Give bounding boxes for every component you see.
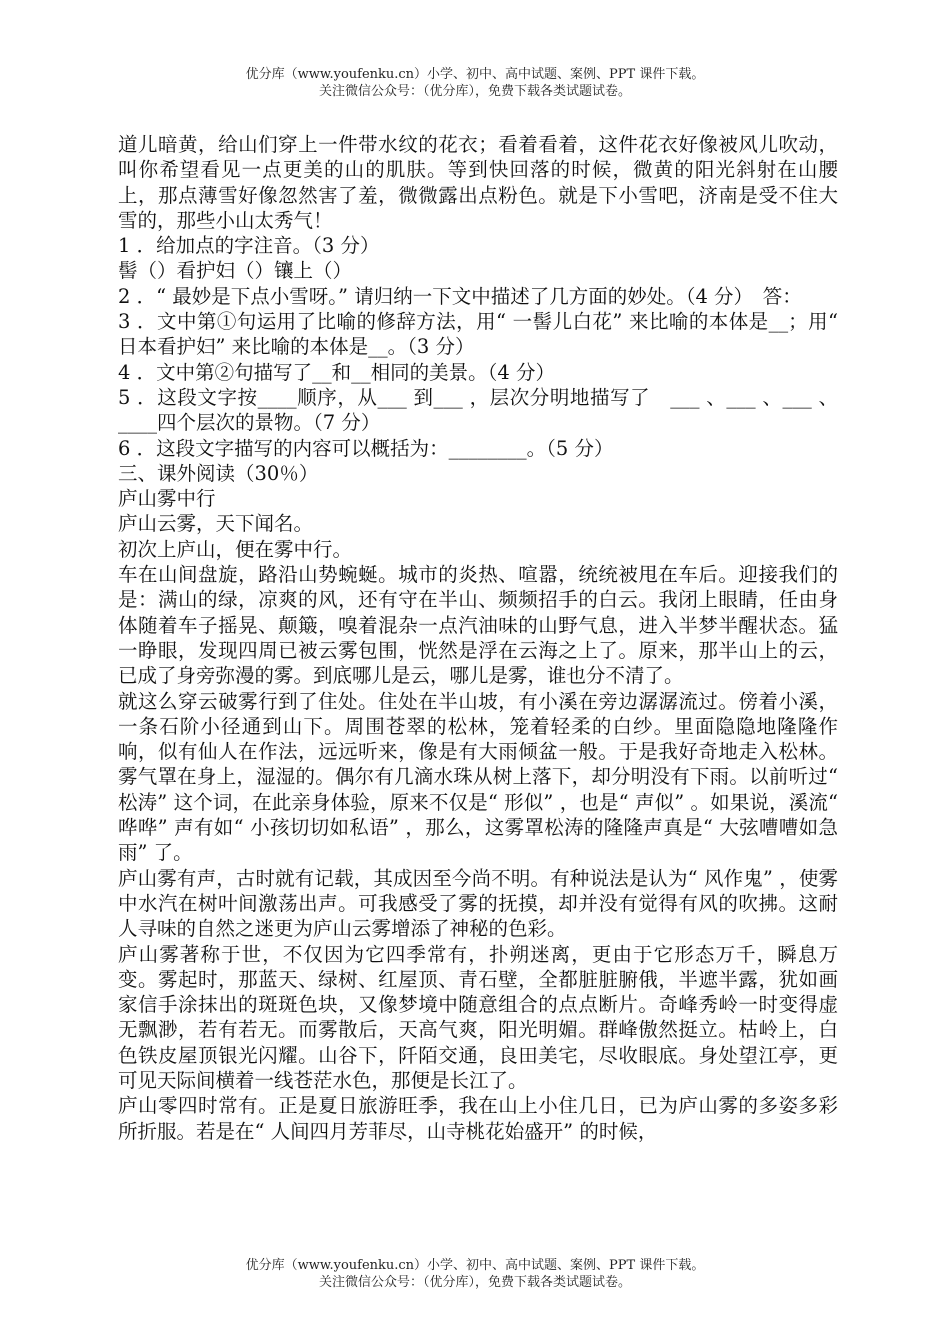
document-body — [118, 132, 838, 1144]
page-footer — [0, 1257, 950, 1291]
section-heading: 三、课外阅读（30％） — [118, 461, 319, 485]
question-6: 6 ．这段文字描写的内容可以概括为：________。（5 分） — [118, 436, 614, 460]
article-title: 庐山雾中行 — [118, 487, 216, 511]
article-paragraph: 庐山雾有声，古时就有记载，其成因至今尚不明。有种说法是认为“ 风作鬼” ，使雾中水汽在树叶间激荡出声。可我感受了雾的抚摸，却并没有觉得有风的吹拂。这耐人寻味的自然之迷更为庐山云雾增添了神秘的色彩。 — [118, 866, 838, 941]
article-paragraph: 庐山云雾，天下闻名。 — [118, 512, 314, 536]
article-paragraph: 车在山间盘旋，路沿山势蜿蜒。城市的炎热、喧嚣，统统被甩在车后。迎接我们的是：满山的绿，凉爽的风，还有守在半山、频频招手的白云。我闭上眼睛，任由身体随着车子摇晃、颠簸，嗅着混杂一点汽油味的山野气息，进入半梦半醒状态。猛一睁眼，发现四周已被云雾包围，恍然是浮在云海之上了。原来，那半山上的云，已成了身旁弥漫的雾。到底哪儿是云，哪儿是雾，谁也分不清了。 — [118, 563, 838, 688]
footer-line-1: 优分库（www.youfenku.cn）小学、初中、高中试题、案例、PPT 课件下载。 — [245, 1258, 705, 1273]
question-4: 4 ．文中第②句描写了__和__相同的美景。（4 分） — [118, 360, 555, 384]
article-paragraph: 就这么穿云破雾行到了住处。住处在半山坡，有小溪在旁边潺潺流过。傍着小溪，一条石阶小径通到山下。周围苍翠的松林，笼着轻柔的白纱。里面隐隐地隆隆作响，似有仙人在作法，远远听来，像是有大雨倾盆一般。于是我好奇地走入松林。雾气罩在身上，湿湿的。偶尔有几滴水珠从树上落下，却分明没有下雨。以前听过“ 松涛” 这个词，在此亲身体验，原来不仅是“ 形似” ，也是“ 声似” 。如果说，溪流“ 哗哗” 声有如“ 小孩切切如私语” ，那么，这雾罩松涛的隆隆声真是“ 大弦嘈嘈如急雨” 了。 — [118, 689, 838, 865]
question-5: 5 ．这段文字按____顺序，从___ 到___ ，层次分明地描写了 ___ 、___ 、___ 、____四个层次的景物。（7 分） — [118, 385, 838, 435]
article-paragraph: 庐山零四时常有。正是夏日旅游旺季，我在山上小住几日，已为庐山雾的多姿多彩所折服。若是在“ 人间四月芳菲尽，山寺桃花始盛开” 的时候， — [118, 1094, 838, 1143]
article-paragraph: 庐山雾著称于世，不仅因为它四季常有，扑朔迷离，更由于它形态万千，瞬息万变。雾起时，那蓝天、绿树、红屋顶、青石壁，全都脏脏腑俄，半遮半露，犹如画家信手涂抹出的斑斑色块，又像梦境中随意组合的点点断片。奇峰秀岭一时变得虚无飘渺，若有若无。而雾散后，天高气爽，阳光明媚。群峰傲然挺立。枯岭上，白色铁皮屋顶银光闪耀。山谷下，阡陌交通，良田美宅，尽收眼底。身处望江亭，更可见天际间横着一线苍茫水色，那便是长江了。 — [118, 942, 838, 1092]
article-paragraph: 初次上庐山，便在雾中行。 — [118, 537, 353, 561]
question-1-items: 髻（）看护妇（）镶上（） — [118, 259, 353, 283]
header-line-1: 优分库（www.youfenku.cn）小学、初中、高中试题、案例、PPT 课件下载。 — [245, 67, 705, 82]
header-line-2: 关注微信公众号：（优分库），免费下载各类试题试卷。 — [318, 84, 631, 99]
footer-line-2: 关注微信公众号：（优分库），免费下载各类试题试卷。 — [318, 1275, 631, 1290]
question-3: 3 ．文中第①句运用了比喻的修辞方法，用“ 一髻儿白花” 来比喻的本体是__；用“ 日本看护妇” 来比喻的本体是__。（3 分） — [118, 310, 838, 359]
page-header — [0, 66, 950, 100]
question-1: 1 ．给加点的字注音。（3 分） — [118, 234, 380, 258]
question-2: 2 ．“ 最妙是下点小雪呀。” 请归纳一下文中描述了几方面的妙处。（4 分） 答： — [118, 284, 802, 308]
paragraph-intro: 道儿暗黄，给山们穿上一件带水纹的花衣；看着看着，这件花衣好像被风儿吹动，叫你希望看见一点更美的山的肌肤。等到快回落的时候，微黄的阳光斜射在山腰上，那点薄雪好像忽然害了羞，微微露出点粉色。就是下小雪吧，济南是受不住大雪的，那些小山太秀气！ — [118, 133, 838, 232]
